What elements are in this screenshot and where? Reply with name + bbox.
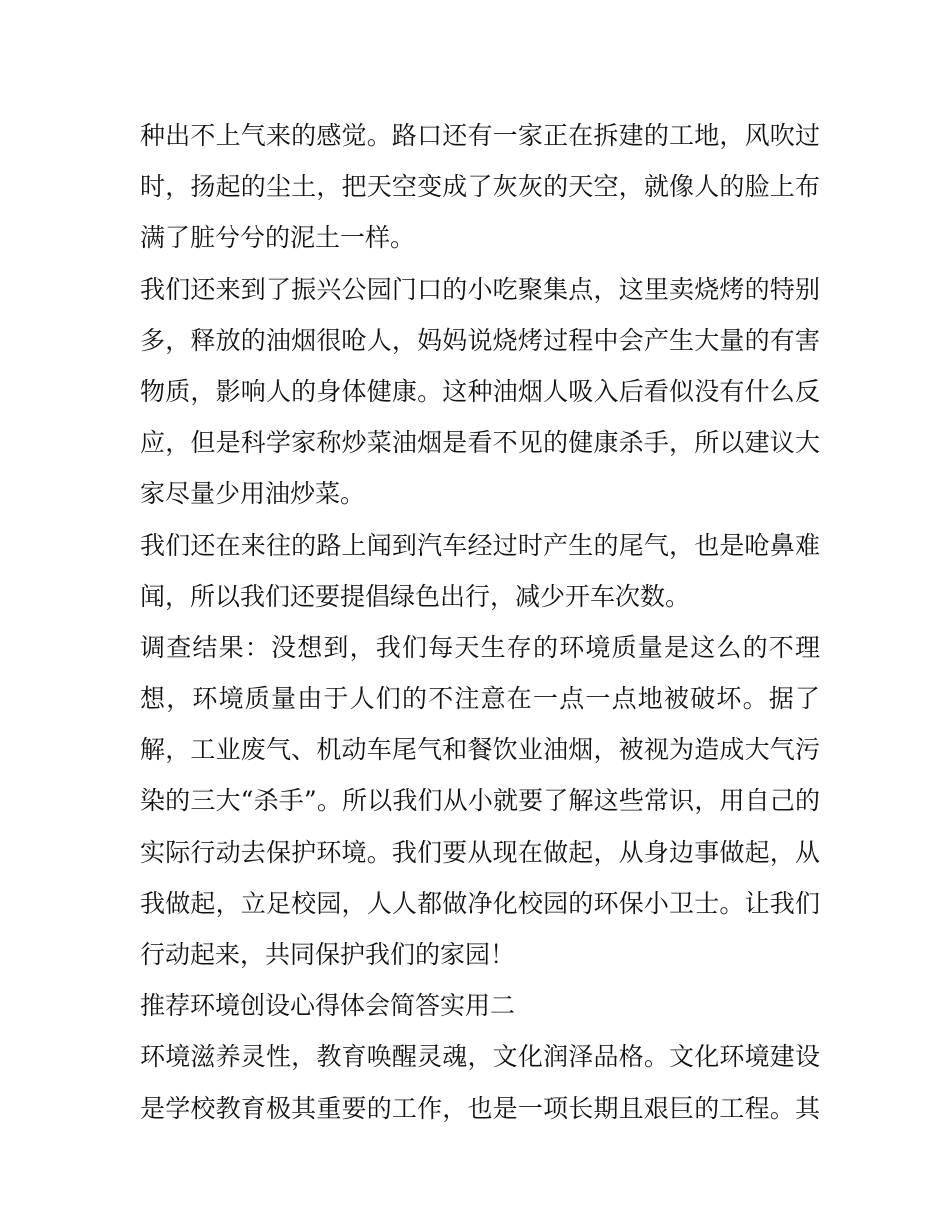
text-line: 多，释放的油烟很呛人，妈妈说烧烤过程中会产生大量的有害 <box>140 325 820 355</box>
text-line: 行动起来，共同保护我们的家园！ <box>140 940 516 969</box>
text-line: 环境滋养灵性，教育唤醒灵魂，文化润泽品格。文化环境建设 <box>140 1042 820 1072</box>
text-line: 应，但是科学家称炒菜油烟是看不见的健康杀手，所以建议大 <box>140 428 820 458</box>
text-line: 是学校教育极其重要的工作，也是一项长期且艰巨的工程。其 <box>140 1093 820 1123</box>
text-line: 我们还在来往的路上闻到汽车经过时产生的尾气，也是呛鼻难 <box>140 530 820 560</box>
text-line: 解，工业废气、机动车尾气和餐饮业油烟，被视为造成大气污 <box>140 735 820 765</box>
text-line: 我做起，立足校园，人人都做净化校园的环保小卫士。让我们 <box>140 888 820 918</box>
text-line: 满了脏兮兮的泥土一样。 <box>140 223 416 253</box>
section-heading: 推荐环境创设心得体会简答实用二 <box>140 991 516 1021</box>
text-line: 染的三大“杀手”。所以我们从小就要了解这些常识，用自己的 <box>140 786 820 816</box>
text-line: 家尽量少用油炒菜。 <box>140 479 366 509</box>
text-line: 时，扬起的尘土，把天空变成了灰灰的天空，就像人的脸上布 <box>140 172 820 202</box>
text-line: 实际行动去保护环境。我们要从现在做起，从身边事做起，从 <box>140 837 820 867</box>
text-line: 物质，影响人的身体健康。这种油烟人吸入后看似没有什么反 <box>140 376 820 406</box>
text-line: 闻，所以我们还要提倡绿色出行，减少开车次数。 <box>140 581 691 611</box>
body-text <box>140 110 820 1134</box>
text-line: 调查结果：没想到，我们每天生存的环境质量是这么的不理 <box>140 632 820 662</box>
text-line: 我们还来到了振兴公园门口的小吃聚集点，这里卖烧烤的特别 <box>140 274 820 304</box>
text-line: 种出不上气来的感觉。路口还有一家正在拆建的工地，风吹过 <box>140 121 820 150</box>
text-line: 想，环境质量由于人们的不注意在一点一点地被破坏。据了 <box>140 684 820 714</box>
